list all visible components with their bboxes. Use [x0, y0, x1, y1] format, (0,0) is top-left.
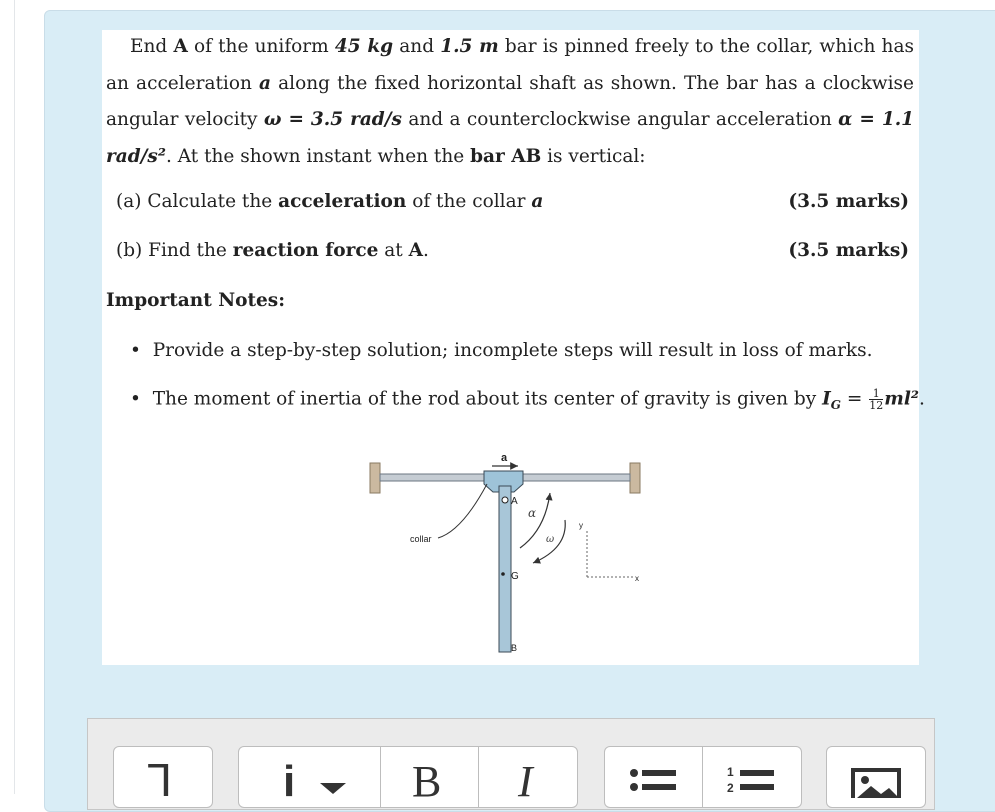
chevron-down-icon	[318, 781, 348, 795]
label-y: y	[579, 521, 583, 530]
right-wall	[630, 463, 640, 493]
info-icon: i	[283, 757, 296, 806]
heading-icon: ⅂	[148, 757, 173, 806]
part-b: (b) Find the reaction force at A.	[116, 240, 429, 261]
notes-heading: Important Notes:	[106, 290, 286, 311]
label-a: a	[501, 452, 508, 464]
label-alpha: α	[528, 506, 537, 520]
bar-ab	[499, 486, 511, 652]
note-1: • Provide a step-by-step solution; incomplete steps will result in loss of marks.	[130, 340, 873, 361]
part-a: (a) Calculate the acceleration of the collar a	[116, 191, 544, 212]
label-x: x	[635, 574, 639, 583]
italic-icon: I	[518, 757, 533, 806]
svg-text:2: 2	[727, 781, 734, 795]
label-collar: collar	[410, 534, 432, 544]
label-A: A	[511, 496, 518, 507]
question-intro: End A of the uniform 45 kg and 1.5 m bar is pinned freely to the collar, which has an acceleration a along the fixed horizontal shaft as shown. The bar has a clockwise angular velocity ω = 3.5 rad/s and a counterclockwise angular acceleration α = 1.1 rad/s². At the shown instant when the bar AB is vertical:	[106, 36, 915, 167]
fraction-one-twelfth: $\frac{1}{12}$	[869, 387, 884, 412]
left-wall	[370, 463, 380, 493]
label-omega: ω	[546, 534, 555, 545]
collar-pointer-line	[438, 484, 487, 538]
pin-a	[502, 497, 508, 503]
note-2: • The moment of inertia of the rod about its center of gravity is given by $I_G$ = $\frac{1}{12}$ ml².	[130, 387, 925, 413]
info-dropdown-button[interactable]	[238, 746, 382, 808]
numbered-list-icon	[726, 764, 776, 798]
label-B: B	[511, 643, 518, 653]
bold-icon: B	[412, 757, 442, 806]
center-of-gravity-dot	[501, 572, 505, 576]
label-G: G	[511, 571, 519, 582]
part-b-marks: (3.5 marks)	[788, 240, 909, 261]
part-a-marks: (3.5 marks)	[788, 191, 909, 212]
svg-text:1: 1	[727, 765, 734, 779]
